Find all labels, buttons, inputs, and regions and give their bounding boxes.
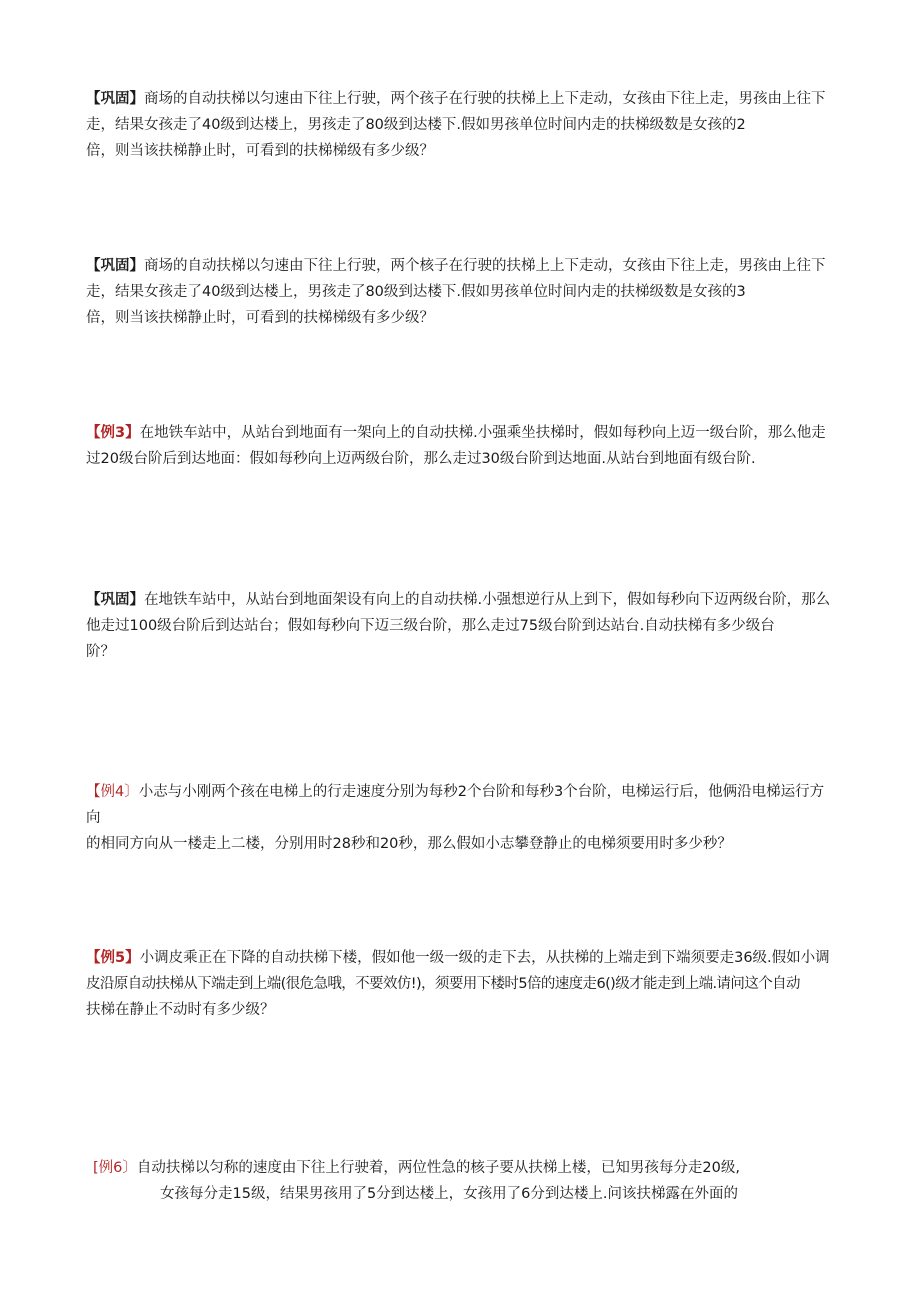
problem-text-line: 倍，则当该扶梯静止时，可看到的扶梯梯级有多少级？ (86, 310, 434, 326)
problem-text-line: 小志与小刚两个孩在电梯上的行走速度分别为每秒2个台阶和每秒3个台阶，电梯运行后，他俩沿电梯运行方向 (86, 784, 825, 826)
problem-text-line: 他走过100级台阶后到达站台；假如每秒向下迈三级台阶，那么走过75级台阶到达站台.自动扶梯有多少级台 (86, 618, 775, 634)
problem-text-line: 皮沿原自动扶梯从下端走到上端(很危急哦，不要效仿!)，须要用下楼时5倍的速度走6()级才能走到上端.请问这个自动 (86, 976, 800, 992)
problem-example-6 (93, 1155, 793, 1207)
problem-text-line: 的相同方向从一楼走上二楼，分别用时28秒和20秒，那么假如小志攀登静止的电梯须要用时多少秒？ (86, 836, 732, 852)
problem-label: [例6〕 (93, 1160, 137, 1176)
problem-label: 【巩固】 (86, 91, 144, 107)
problem-example-5 (86, 945, 838, 1023)
problem-text-line: 走，结果女孩走了40级到达楼上，男孩走了80级到达楼下.假如男孩单位时间内走的扶梯级数是女孩的3 (86, 284, 746, 300)
problem-consolidate-3 (86, 587, 838, 665)
problem-text-line: 在地铁车站中，从站台到地面有一架向上的自动扶梯.小强乘坐扶梯时，假如每秒向上迈一级台阶，那么他走 (139, 425, 826, 441)
problem-example-4 (86, 779, 838, 857)
problem-text-line: 自动扶梯以匀称的速度由下往上行驶着，两位性急的核子要从扶梯上楼，已知男孩每分走20级, (136, 1160, 740, 1176)
problem-text-line: 倍，则当该扶梯静止时，可看到的扶梯梯级有多少级？ (86, 143, 434, 159)
problem-label: 【巩固】 (86, 258, 144, 274)
problem-label: 【例4〕 (86, 784, 139, 800)
problem-text-line: 小调皮乘正在下降的自动扶梯下楼，假如他一级一级的走下去，从扶梯的上端走到下端须要走36级.假如小调 (139, 950, 830, 966)
problem-label: 【巩固】 (86, 592, 144, 608)
problem-text-line: 过20级台阶后到达地面：假如每秒向上迈两级台阶，那么走过30级台阶到达地面.从站台到地面有级台阶. (86, 451, 756, 467)
problem-text-line: 商场的自动扶梯以匀速由下往上行驶，两个孩子在行驶的扶梯上上下走动，女孩由下往上走，男孩由上往下 (144, 91, 826, 107)
problem-text-line: 阶？ (86, 644, 115, 660)
problem-text-line: 走，结果女孩走了40级到达楼上，男孩走了80级到达楼下.假如男孩单位时间内走的扶梯级数是女孩的2 (86, 117, 746, 133)
problem-text-line: 在地铁车站中，从站台到地面架设有向上的自动扶梯.小强想逆行从上到下，假如每秒向下迈两级台阶，那么 (144, 592, 831, 608)
problem-text-line: 女孩每分走15级，结果男孩用了5分到达楼上，女孩用了6分到达楼上.问该扶梯露在外面的 (160, 1186, 739, 1202)
problem-consolidate-2 (86, 253, 838, 331)
problem-example-3 (86, 420, 838, 472)
problem-text-line: 商场的自动扶梯以匀速由下往上行驶，两个核子在行驶的扶梯上上下走动，女孩由下往上走，男孩由上往下 (144, 258, 826, 274)
problem-label: 【例5】 (86, 950, 140, 966)
problem-consolidate-1 (86, 86, 838, 164)
problem-text-line: 扶梯在静止不动时有多少级？ (86, 1002, 275, 1018)
problem-label: 【例3】 (86, 425, 140, 441)
